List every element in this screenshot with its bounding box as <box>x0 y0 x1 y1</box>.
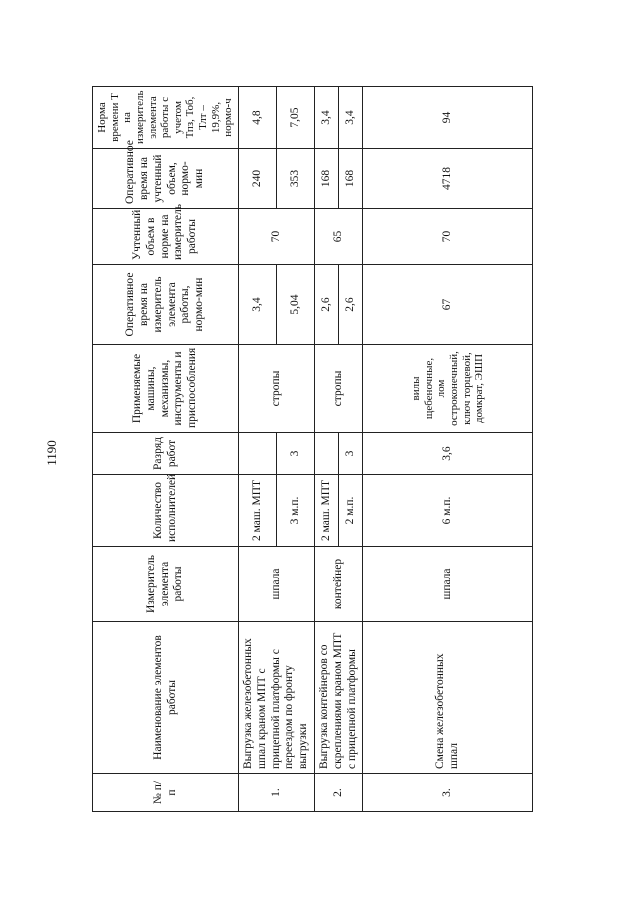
header-performers: Количество исполнителей <box>93 475 239 547</box>
row2b-op-time-volume: 168 <box>339 149 363 209</box>
row3-volume: 70 <box>363 209 533 265</box>
row2-volume: 65 <box>315 209 363 265</box>
row1b-grade: 3 <box>277 433 315 475</box>
row3-name: Смена железобетонных шпал <box>363 622 533 774</box>
row2a-op-time-volume: 168 <box>315 149 339 209</box>
row1b-op-time: 5,04 <box>277 265 315 345</box>
row1a-performers: 2 маш. МПТ <box>239 475 277 547</box>
header-volume: Учтенный объем в норме на измеритель работы <box>93 209 239 265</box>
row2b-grade: 3 <box>339 433 363 475</box>
row3-performers: 6 м.п. <box>363 475 533 547</box>
row1a-grade <box>239 433 277 475</box>
row1a-op-time: 3,4 <box>239 265 277 345</box>
row2-meter: контейнер <box>315 547 363 622</box>
row1a-norm: 4,8 <box>239 87 277 149</box>
norms-table <box>92 86 533 812</box>
header-grade: Разряд работ <box>93 433 239 475</box>
row3-machines: вилы щебеночные, лом остроконечный, ключ торцевой, домкрат, ЭШП <box>363 345 533 433</box>
row2-machines: стропы <box>315 345 363 433</box>
row3-op-time: 67 <box>363 265 533 345</box>
header-op-time-volume: Оперативное время на учтенный объем, нормо-мин <box>93 149 239 209</box>
row2b-op-time: 2,6 <box>339 265 363 345</box>
row1-volume: 70 <box>239 209 315 265</box>
header-num: № п/п <box>93 774 239 812</box>
table-row <box>363 87 533 812</box>
row2a-op-time: 2,6 <box>315 265 339 345</box>
page-number: 1190 <box>44 440 59 466</box>
table-row <box>315 87 339 812</box>
row1-meter: шпала <box>239 547 315 622</box>
row1b-norm: 7,05 <box>277 87 315 149</box>
row2-name: Выгрузка контейнеров со скреплениями краном МПТ с прицепной платформы <box>315 622 363 774</box>
header-norm: Норма времени Т на измеритель элемента работы с учетом Тпз, Тоб, Тлт – 19,9%, нормо-ч <box>93 87 239 149</box>
header-meter: Измеритель элемента работы <box>93 547 239 622</box>
rotated-table-container <box>92 87 529 812</box>
row3-op-time-volume: 4718 <box>363 149 533 209</box>
row1-num: 1. <box>239 774 315 812</box>
row2a-grade <box>315 433 339 475</box>
row2b-performers: 2 м.п. <box>339 475 363 547</box>
row1b-performers: 3 м.п. <box>277 475 315 547</box>
row1-name: Выгрузка железобетонных шпал краном МПТ с прицепной платформы с переездом по фронту выгрузки <box>239 622 315 774</box>
row3-grade: 3,6 <box>363 433 533 475</box>
row3-norm: 94 <box>363 87 533 149</box>
row3-num: 3. <box>363 774 533 812</box>
row1b-op-time-volume: 353 <box>277 149 315 209</box>
header-row <box>93 87 239 812</box>
row1-machines: стропы <box>239 345 315 433</box>
row3-meter: шпала <box>363 547 533 622</box>
row1a-op-time-volume: 240 <box>239 149 277 209</box>
row2a-performers: 2 маш. МПТ <box>315 475 339 547</box>
row2b-norm: 3,4 <box>339 87 363 149</box>
row2-num: 2. <box>315 774 363 812</box>
header-op-time: Оперативное время на измеритель элемента работы, нормо-мин <box>93 265 239 345</box>
table-row <box>239 87 277 812</box>
header-machines: Применяемые машины, механизмы, инструменты и приспособления <box>93 345 239 433</box>
row2a-norm: 3,4 <box>315 87 339 149</box>
header-name: Наименование элементов работы <box>93 622 239 774</box>
